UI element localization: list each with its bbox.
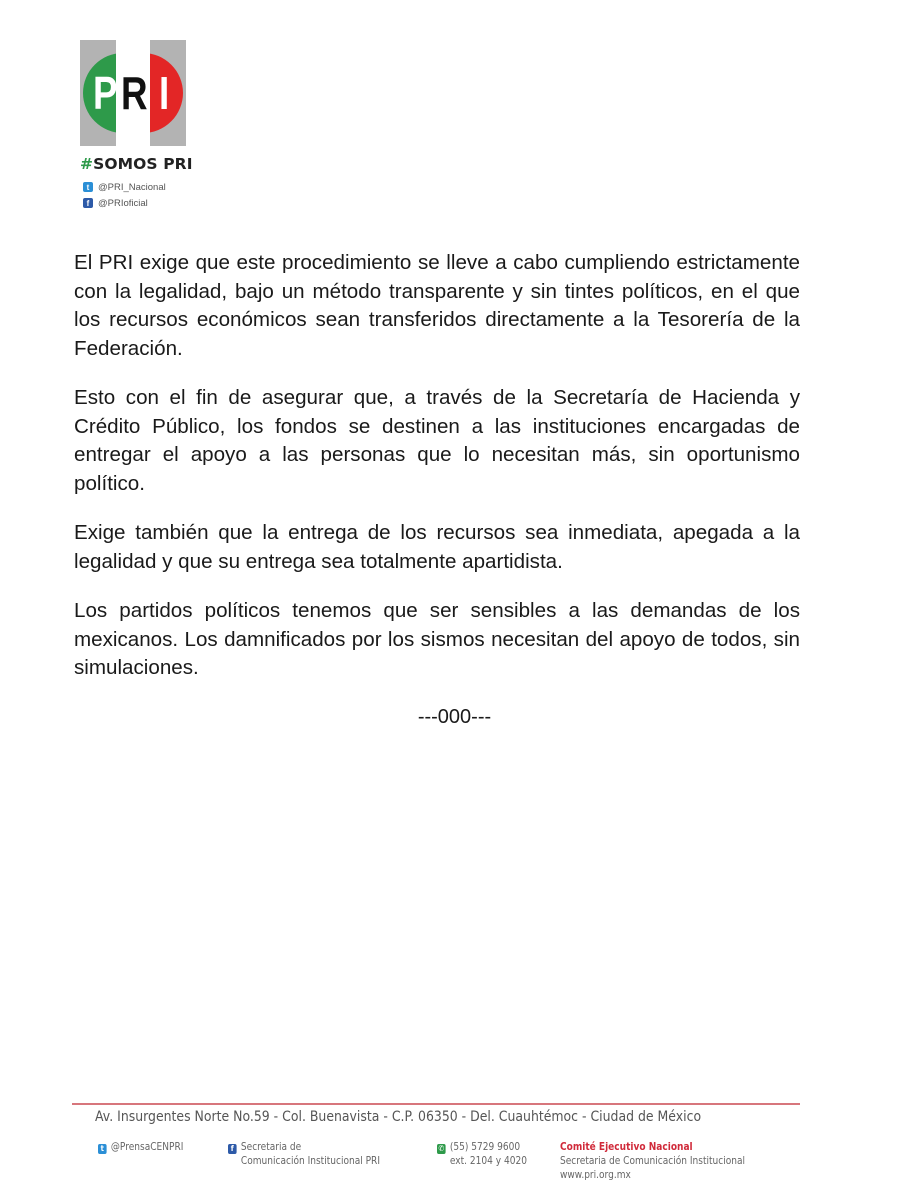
logo-letter-i: I [159,67,170,119]
paragraph-1: El PRI exige que este procedimiento se lleve a cabo cumpliendo estrictamente con la legalidad, bajo un método transparente y sin tintes políticos, en el que los recursos económicos sean transferidos directamente a la Tesorería de la Federación. [74,251,800,360]
footer-twitter-handle: @PrensaCENPRI [110,1141,184,1153]
footer-address: Av. Insurgentes Norte No.59 - Col. Buenavista - C.P. 06350 - Del. Cuauhtémoc - Ciudad de México [95,1109,702,1125]
header-twitter-link[interactable] [83,179,230,195]
pri-logo [80,40,186,146]
letterhead [80,40,230,211]
footer-facebook-line1: Secretaria de [240,1141,302,1153]
facebook-icon: f [83,198,93,208]
committee-website[interactable]: www.pri.org.mx [560,1169,631,1181]
footer-facebook-line2: Comunicación Institucional PRI [240,1155,381,1167]
footer-facebook-link[interactable] [228,1140,380,1168]
twitter-handle: @PRI_Nacional [98,181,166,193]
header-social-links [83,179,230,211]
paragraph-3: Exige también que la entrega de los recursos sea inmediata, apegada a la legalidad y que su entrega sea totalmente apartidista. [74,521,800,573]
logo-letter-r: R [121,67,148,119]
paragraph-4: Los partidos políticos tenemos que ser sensibles a las demandas de los mexicanos. Los damnificados por los sismos necesitan del apoyo de todos, sin simulaciones. [74,599,800,679]
press-release-body [74,249,800,704]
footer-phone-number: (55) 5729 9600 [449,1141,521,1153]
footer-phone-ext: ext. 2104 y 4020 [449,1155,527,1167]
footer-twitter-link[interactable] [98,1140,183,1154]
facebook-icon: f [228,1144,237,1154]
footer-committee [560,1140,745,1182]
logo-letter-p: P [93,67,118,119]
footer-phone [437,1140,527,1168]
twitter-icon: t [83,182,93,192]
hashtag-slogan [80,155,230,173]
facebook-handle: @PRIoficial [98,197,148,209]
hashtag-symbol: # [80,155,94,173]
phone-icon: ✆ [438,1144,445,1153]
committee-subtitle: Secretaria de Comunicación Institucional [560,1155,746,1167]
footer-divider [72,1103,800,1105]
closing-mark: ---000--- [417,706,492,728]
committee-title: Comité Ejecutivo Nacional [560,1141,693,1153]
twitter-icon: t [98,1144,107,1154]
hashtag-text: SOMOS PRI [93,155,193,173]
paragraph-2: Esto con el fin de asegurar que, a través de la Secretaría de Hacienda y Crédito Público, los fondos se destinen a las instituciones encargadas de entregar el apoyo a las personas que lo necesitan más, sin oportunismo político. [74,386,800,495]
header-facebook-link[interactable] [83,195,230,211]
